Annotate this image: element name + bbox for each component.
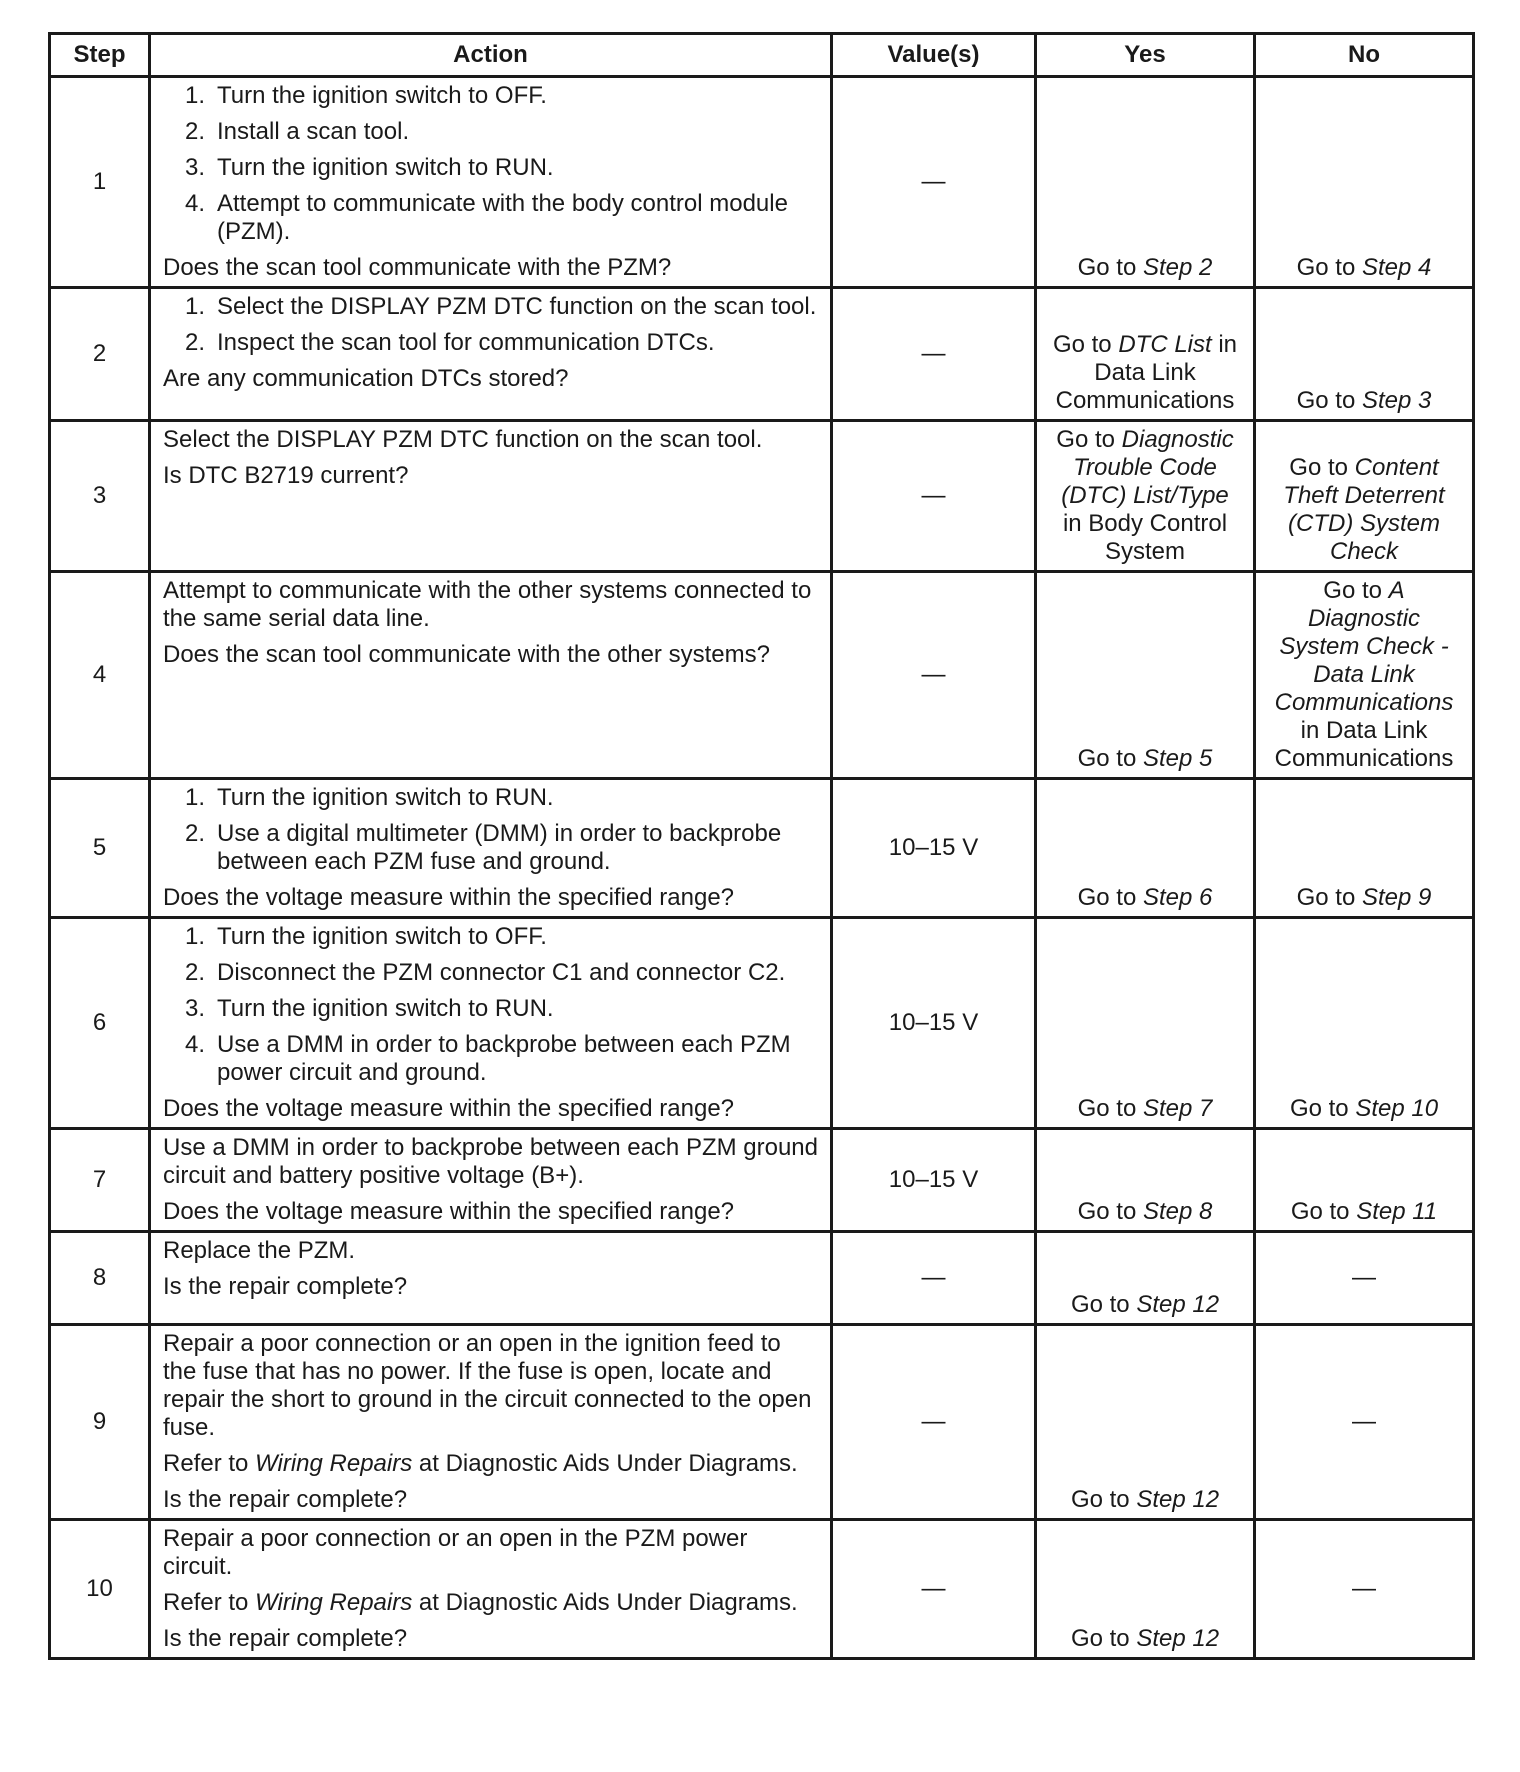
action-step-number: 1. <box>185 784 206 811</box>
no-result <box>1255 1232 1474 1325</box>
step-number: 9 <box>50 1325 150 1520</box>
action-step-number: 1. <box>185 923 206 950</box>
result-link[interactable]: DTC List <box>1118 331 1212 358</box>
step-number: 3 <box>50 421 150 572</box>
result-prefix: Go to <box>1077 1198 1143 1225</box>
table-row <box>50 1520 1474 1659</box>
result-link[interactable]: Step 2 <box>1142 254 1213 281</box>
step-number: 1 <box>50 77 150 288</box>
result-link[interactable]: A Diagnostic System Check - Data Link Communications <box>1274 577 1454 716</box>
action-step-text: Select the DISPLAY PZM DTC function on the scan tool. <box>217 293 817 320</box>
value-cell: 10–15 V <box>832 779 1036 918</box>
step-number: 8 <box>50 1232 150 1325</box>
result-prefix: Go to <box>1323 577 1389 604</box>
action-step-number: 3. <box>185 154 206 181</box>
action-step-text: Attempt to communicate with the body control module (PZM). <box>217 190 788 245</box>
action-question: Is the repair complete? <box>163 1625 408 1652</box>
yes-result <box>1036 918 1255 1129</box>
action-step-text: Turn the ignition switch to OFF. <box>217 923 547 950</box>
table-row <box>50 421 1474 572</box>
result-prefix: Go to <box>1077 884 1143 911</box>
action-step-text: Use a DMM in order to backprobe between each PZM power circuit and ground. <box>217 1031 791 1086</box>
yes-result <box>1036 572 1255 779</box>
result-link[interactable]: Step 4 <box>1361 254 1432 281</box>
action-step-text: Disconnect the PZM connector C1 and connector C2. <box>217 959 786 986</box>
table-row <box>50 1232 1474 1325</box>
action-cell <box>150 918 832 1129</box>
no-result <box>1255 77 1474 288</box>
result-link[interactable]: Step 12 <box>1136 1625 1220 1652</box>
header-row <box>50 34 1474 77</box>
action-steps-list <box>163 923 818 1087</box>
action-step-item <box>185 923 818 951</box>
no-result <box>1255 1325 1474 1520</box>
step-number: 6 <box>50 918 150 1129</box>
result-suffix: in Body Control System <box>1062 510 1228 565</box>
action-step-number: 4. <box>185 190 206 217</box>
no-result <box>1255 572 1474 779</box>
action-step-text: Turn the ignition switch to OFF. <box>217 82 547 109</box>
action-text: Is the repair complete? <box>163 1273 408 1300</box>
result-link[interactable]: Step 11 <box>1356 1198 1438 1225</box>
result-link[interactable]: Step 6 <box>1142 884 1213 911</box>
action-cell <box>150 288 832 421</box>
result-prefix: Go to <box>1077 254 1143 281</box>
result-link[interactable]: Step 3 <box>1361 387 1432 414</box>
no-result <box>1255 779 1474 918</box>
refer-prefix: Refer to <box>163 1589 256 1616</box>
action-step-number: 2. <box>185 820 206 847</box>
action-step-number: 3. <box>185 995 206 1022</box>
action-text: Does the voltage measure within the specified range? <box>163 1095 735 1122</box>
result-prefix: Go to <box>1296 884 1362 911</box>
action-step-number: 2. <box>185 118 206 145</box>
action-steps-list <box>163 82 818 246</box>
action-step-text: Use a digital multimeter (DMM) in order to backprobe between each PZM fuse and ground. <box>217 820 782 875</box>
result-prefix: Go to <box>1290 1198 1357 1225</box>
action-step-item <box>185 154 818 182</box>
yes-result <box>1036 779 1255 918</box>
step-number: 7 <box>50 1129 150 1232</box>
action-step-item <box>185 820 818 876</box>
action-steps-list <box>163 293 818 357</box>
result-link[interactable]: Step 5 <box>1142 745 1213 772</box>
action-step-item <box>185 118 818 146</box>
result-suffix: in Data Link Communications <box>1055 331 1238 414</box>
action-cell <box>150 572 832 779</box>
result-prefix: Go to <box>1296 254 1362 281</box>
action-step-number: 1. <box>185 82 206 109</box>
header-yes: Yes <box>1036 34 1255 77</box>
step-number: 4 <box>50 572 150 779</box>
action-step-item <box>185 190 818 246</box>
action-text: Repair a poor connection or an open in the ignition feed to the fuse that has no power. If the fuse is open, locate and repair the short to ground in the circuit connected to the open fuse. <box>163 1330 812 1441</box>
result-prefix: Go to <box>1077 745 1143 772</box>
value-cell: — <box>832 1232 1036 1325</box>
result-prefix: Go to <box>1070 1486 1137 1513</box>
refer-link[interactable]: Wiring Repairs <box>255 1450 413 1477</box>
action-step-item <box>185 995 818 1023</box>
table-row <box>50 1325 1474 1520</box>
result-prefix: Go to <box>1289 1095 1356 1122</box>
action-cell <box>150 1129 832 1232</box>
action-text: Repair a poor connection or an open in the PZM power circuit. <box>163 1525 748 1580</box>
action-cell <box>150 1325 832 1520</box>
value-cell: — <box>832 288 1036 421</box>
value-cell: — <box>832 1520 1036 1659</box>
result-prefix: Go to <box>1289 454 1355 481</box>
result-prefix: Go to <box>1077 1095 1143 1122</box>
table-row <box>50 779 1474 918</box>
value-cell: — <box>832 421 1036 572</box>
value-cell: — <box>832 77 1036 288</box>
result-prefix: — <box>1352 1575 1376 1602</box>
action-cell <box>150 779 832 918</box>
step-number: 5 <box>50 779 150 918</box>
result-suffix: in Data Link Communications <box>1274 717 1454 772</box>
yes-result <box>1036 77 1255 288</box>
refer-prefix: Refer to <box>163 1450 256 1477</box>
yes-result <box>1036 288 1255 421</box>
yes-result <box>1036 1325 1255 1520</box>
no-result <box>1255 288 1474 421</box>
step-number: 2 <box>50 288 150 421</box>
action-step-item <box>185 293 818 321</box>
header-action: Action <box>150 34 832 77</box>
yes-result <box>1036 1129 1255 1232</box>
action-step-text: Turn the ignition switch to RUN. <box>217 995 554 1022</box>
action-step-text: Inspect the scan tool for communication DTCs. <box>217 329 715 356</box>
action-step-number: 4. <box>185 1031 206 1058</box>
table-row <box>50 918 1474 1129</box>
action-step-item <box>185 959 818 987</box>
action-cell <box>150 77 832 288</box>
action-step-item <box>185 82 818 110</box>
action-text: Replace the PZM. <box>163 1237 356 1264</box>
action-step-item <box>185 329 818 357</box>
diagnostic-table <box>48 32 1475 1660</box>
action-text: Attempt to communicate with the other systems connected to the same serial data line. <box>163 577 812 632</box>
refer-suffix: at Diagnostic Aids Under Diagrams. <box>412 1450 798 1477</box>
action-cell <box>150 1232 832 1325</box>
action-step-number: 2. <box>185 329 206 356</box>
refer-link[interactable]: Wiring Repairs <box>255 1589 413 1616</box>
action-text: Is DTC B2719 current? <box>163 462 409 489</box>
result-link[interactable]: Step 9 <box>1361 884 1432 911</box>
result-link[interactable]: Diagnostic Trouble Code (DTC) List/Type <box>1061 426 1234 509</box>
yes-result <box>1036 421 1255 572</box>
header-no: No <box>1255 34 1474 77</box>
result-prefix: — <box>1352 1408 1376 1435</box>
header-step: Step <box>50 34 150 77</box>
result-link[interactable]: Step 12 <box>1136 1291 1220 1318</box>
table-row <box>50 1129 1474 1232</box>
refer-text <box>163 1450 818 1478</box>
action-step-item <box>185 784 818 812</box>
action-text: Does the voltage measure within the specified range? <box>163 1198 735 1225</box>
action-step-number: 2. <box>185 959 206 986</box>
no-result <box>1255 1520 1474 1659</box>
action-cell <box>150 1520 832 1659</box>
action-text: Use a DMM in order to backprobe between each PZM ground circuit and battery positive voltage (B+). <box>163 1134 818 1189</box>
action-text: Select the DISPLAY PZM DTC function on the scan tool. <box>163 426 763 453</box>
table-row <box>50 288 1474 421</box>
action-text: Does the scan tool communicate with the other systems? <box>163 641 770 668</box>
action-question: Is the repair complete? <box>163 1486 408 1513</box>
result-prefix: Go to <box>1070 1625 1137 1652</box>
yes-result <box>1036 1232 1255 1325</box>
action-text: Are any communication DTCs stored? <box>163 365 569 392</box>
value-cell: 10–15 V <box>832 1129 1036 1232</box>
result-prefix: Go to <box>1056 426 1122 453</box>
table-row <box>50 572 1474 779</box>
result-link[interactable]: Step 12 <box>1136 1486 1220 1513</box>
action-steps-list <box>163 784 818 876</box>
result-link[interactable]: Step 7 <box>1142 1095 1213 1122</box>
result-prefix: Go to <box>1296 387 1362 414</box>
result-prefix: Go to <box>1052 331 1119 358</box>
refer-text <box>163 1589 818 1617</box>
action-step-text: Turn the ignition switch to RUN. <box>217 784 554 811</box>
value-cell: — <box>832 1325 1036 1520</box>
step-number: 10 <box>50 1520 150 1659</box>
table-row <box>50 77 1474 288</box>
action-step-text: Turn the ignition switch to RUN. <box>217 154 554 181</box>
action-step-item <box>185 1031 818 1087</box>
no-result <box>1255 918 1474 1129</box>
value-cell: — <box>832 572 1036 779</box>
table-body <box>50 77 1474 1659</box>
refer-suffix: at Diagnostic Aids Under Diagrams. <box>412 1589 798 1616</box>
action-step-text: Install a scan tool. <box>217 118 410 145</box>
result-link[interactable]: Step 10 <box>1355 1095 1439 1122</box>
no-result <box>1255 1129 1474 1232</box>
result-link[interactable]: Step 8 <box>1142 1198 1213 1225</box>
action-step-number: 1. <box>185 293 206 320</box>
value-cell: 10–15 V <box>832 918 1036 1129</box>
result-prefix: — <box>1352 1264 1376 1291</box>
result-link[interactable]: Content Theft Deterrent (CTD) System Check <box>1283 454 1445 565</box>
action-cell <box>150 421 832 572</box>
action-text: Does the scan tool communicate with the PZM? <box>163 254 672 281</box>
header-values: Value(s) <box>832 34 1036 77</box>
result-prefix: Go to <box>1070 1291 1137 1318</box>
action-text: Does the voltage measure within the specified range? <box>163 884 735 911</box>
no-result <box>1255 421 1474 572</box>
yes-result <box>1036 1520 1255 1659</box>
